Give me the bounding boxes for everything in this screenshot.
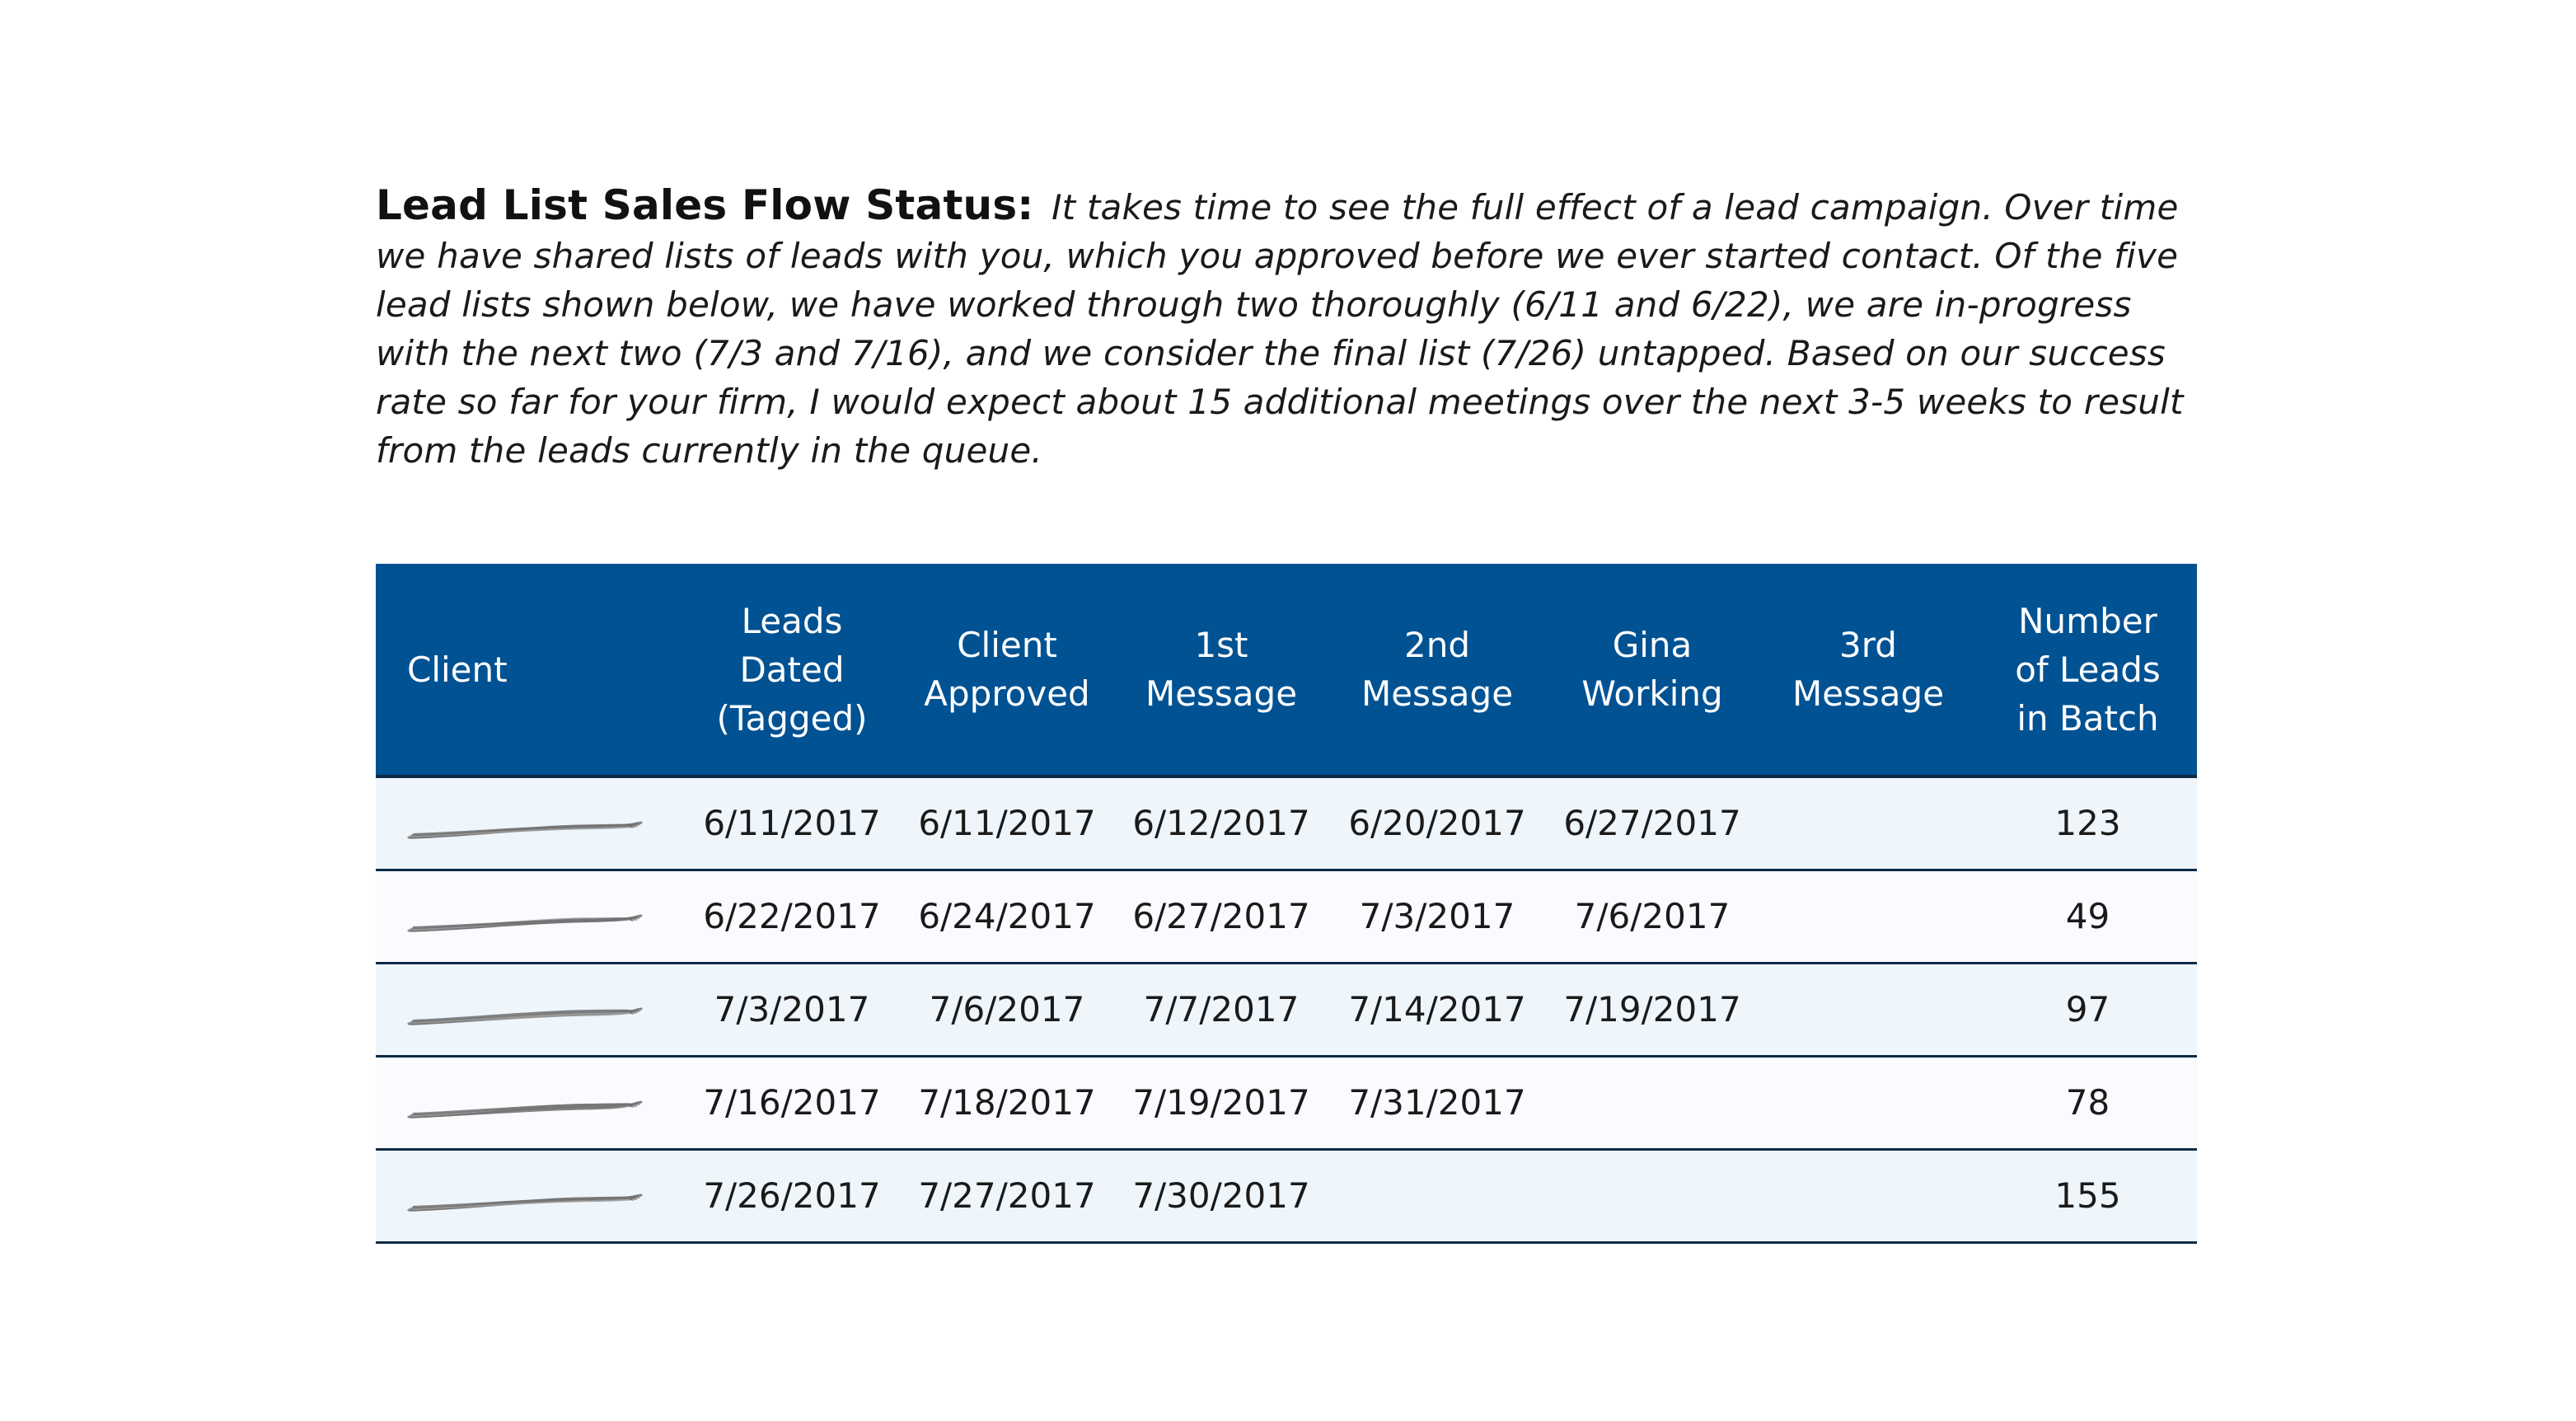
cell-gina-working: 7/6/2017 xyxy=(1574,896,1731,936)
cell-gina-working xyxy=(1547,1149,1758,1242)
lead-status-table-wrapper xyxy=(376,564,2197,1244)
cell-second-message: 6/20/2017 xyxy=(1348,803,1526,844)
header-number-of-leads: Number of Leads in Batch xyxy=(2015,600,2161,739)
cell-second-message xyxy=(1328,1149,1547,1242)
cell-third-message xyxy=(1758,963,1979,1056)
cell-second-message: 7/14/2017 xyxy=(1348,989,1526,1029)
cell-leads-dated: 6/22/2017 xyxy=(703,896,881,936)
cell-third-message xyxy=(1758,776,1979,870)
redaction-scribble-icon xyxy=(407,1189,646,1217)
cell-first-message: 6/27/2017 xyxy=(1132,896,1310,936)
cell-client-approved: 7/18/2017 xyxy=(918,1082,1096,1123)
cell-first-message: 7/30/2017 xyxy=(1132,1175,1310,1216)
cell-third-message xyxy=(1758,870,1979,963)
cell-gina-working xyxy=(1547,1056,1758,1149)
redacted-client-name xyxy=(407,812,646,840)
table-header-row xyxy=(376,564,2197,776)
cell-number-of-leads: 123 xyxy=(2054,803,2121,844)
lead-status-table xyxy=(376,564,2197,1244)
redacted-client-name xyxy=(407,905,646,933)
cell-second-message: 7/3/2017 xyxy=(1359,896,1515,936)
cell-number-of-leads: 78 xyxy=(2065,1082,2110,1123)
client-cell-redacted xyxy=(376,1056,685,1149)
intro-text: It takes time to see the full effect of a lead campaign. Over time we have shared lists of leads with you, which you approved before we ever started contact. Of the five lead lists shown below, we have worked through two thoroughly (6/11 and 6/22), we are in-progress with the next two (7/3 and 7/16), and we consider the final list (7/26) untapped. Based on our success rate so far for your firm, I would expect about 15 additional meetings over the next 3-5 weeks to result from the leads currently in the queue. xyxy=(376,187,2184,471)
cell-third-message xyxy=(1758,1149,1979,1242)
cell-gina-working: 7/19/2017 xyxy=(1563,989,1741,1029)
redaction-scribble-icon xyxy=(407,1095,646,1123)
intro-paragraph xyxy=(376,181,2197,475)
cell-client-approved: 7/6/2017 xyxy=(929,989,1085,1029)
cell-first-message: 7/19/2017 xyxy=(1132,1082,1310,1123)
header-leads-dated: Leads Dated (Tagged) xyxy=(716,600,868,739)
cell-leads-dated: 6/11/2017 xyxy=(703,803,881,844)
section-title: Lead List Sales Flow Status: xyxy=(376,181,1034,229)
table-row xyxy=(376,870,2197,963)
header-gina-working: Gina Working xyxy=(1581,625,1723,714)
cell-first-message: 6/12/2017 xyxy=(1132,803,1310,844)
cell-leads-dated: 7/26/2017 xyxy=(703,1175,881,1216)
cell-number-of-leads: 97 xyxy=(2065,989,2110,1029)
table-row xyxy=(376,776,2197,870)
redaction-scribble-icon xyxy=(407,909,646,937)
redacted-client-name xyxy=(407,998,646,1026)
client-cell-redacted xyxy=(376,776,685,870)
header-third-message: 3rd Message xyxy=(1791,625,1945,714)
client-cell-redacted xyxy=(376,1149,685,1242)
redaction-scribble-icon xyxy=(407,816,646,844)
table-row xyxy=(376,963,2197,1056)
redacted-client-name xyxy=(407,1184,646,1212)
client-cell-redacted xyxy=(376,963,685,1056)
table-row xyxy=(376,1149,2197,1242)
cell-second-message: 7/31/2017 xyxy=(1348,1082,1526,1123)
header-client: Client xyxy=(407,649,508,690)
cell-first-message: 7/7/2017 xyxy=(1143,989,1300,1029)
header-first-message: 1st Message xyxy=(1145,625,1298,714)
cell-client-approved: 6/24/2017 xyxy=(918,896,1096,936)
table-row xyxy=(376,1056,2197,1149)
cell-gina-working: 6/27/2017 xyxy=(1563,803,1741,844)
cell-client-approved: 6/11/2017 xyxy=(918,803,1096,844)
cell-third-message xyxy=(1758,1056,1979,1149)
redacted-client-name xyxy=(407,1091,646,1119)
redaction-scribble-icon xyxy=(407,1002,646,1030)
client-cell-redacted xyxy=(376,870,685,963)
cell-leads-dated: 7/16/2017 xyxy=(703,1082,881,1123)
page-content xyxy=(376,181,2197,1216)
header-client-approved: Client Approved xyxy=(924,625,1090,714)
header-second-message: 2nd Message xyxy=(1361,625,1514,714)
cell-leads-dated: 7/3/2017 xyxy=(714,989,870,1029)
cell-number-of-leads: 49 xyxy=(2065,896,2110,936)
cell-number-of-leads: 155 xyxy=(2054,1175,2121,1216)
cell-client-approved: 7/27/2017 xyxy=(918,1175,1096,1216)
